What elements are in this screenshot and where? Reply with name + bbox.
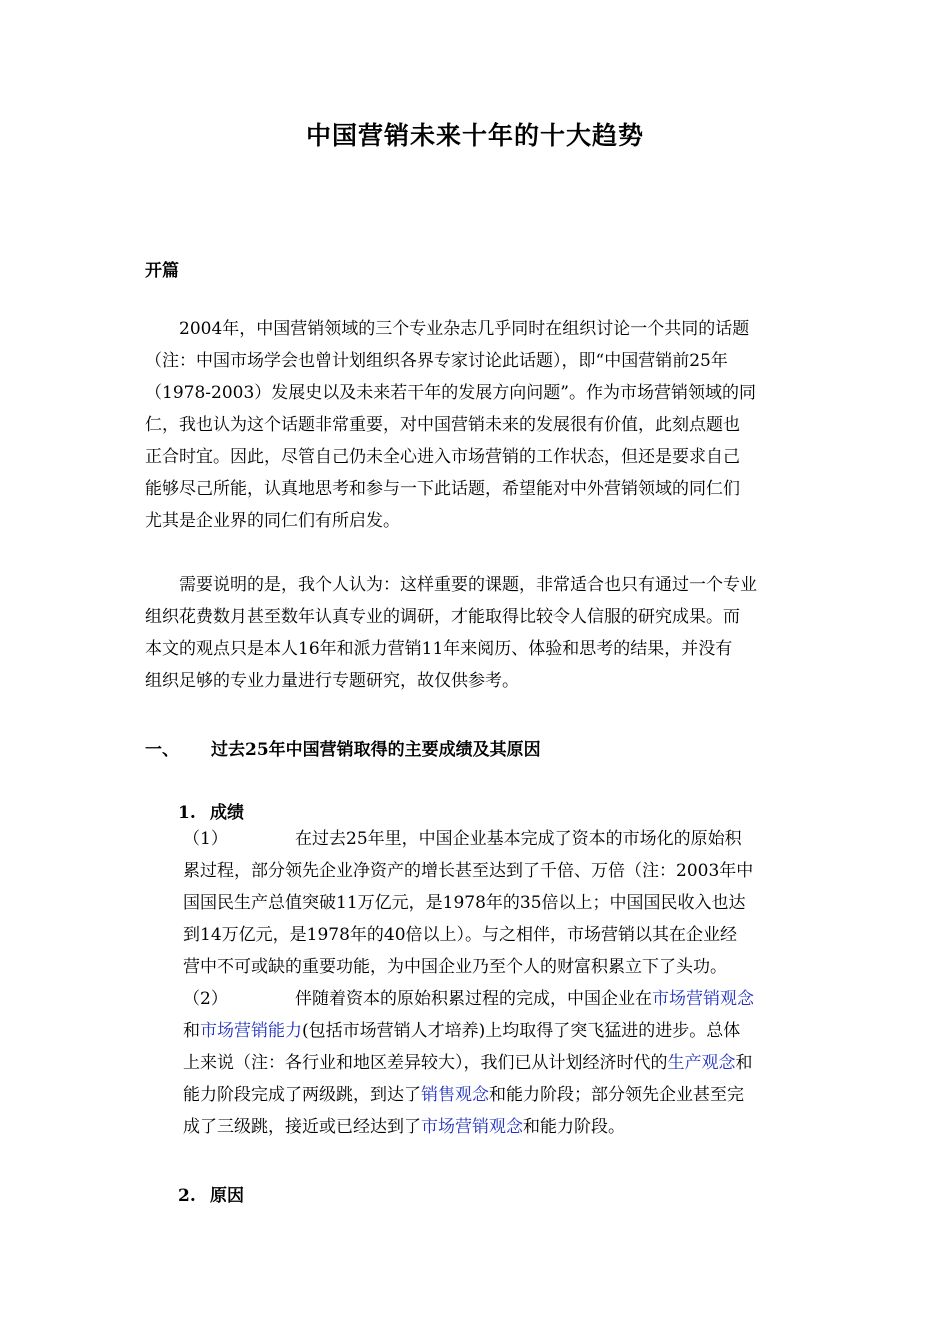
- opening-heading: 开篇: [145, 261, 179, 281]
- text-line: 国国民生产总值突破11万亿元，是1978年的35倍以上；中国国民收入也达: [183, 893, 746, 913]
- text-line: 能够尽己所能，认真地思考和参与一下此话题，希望能对中外营销领域的同仁们: [145, 479, 740, 499]
- text-segment: 和能力阶段。: [523, 1117, 625, 1137]
- opening-paragraph-1: [145, 313, 807, 537]
- item-marker: （2）: [183, 989, 228, 1009]
- subsection-reasons-heading: [178, 1181, 244, 1206]
- link-marketing-concept-2[interactable]: 市场营销观念: [421, 1117, 523, 1137]
- document-title: 中国营销未来十年的十大趋势: [305, 121, 644, 150]
- subsection-number: 2.: [178, 1186, 196, 1206]
- subsection-achievements-heading: [178, 798, 244, 823]
- text-segment: 伴随着资本的原始积累过程的完成，中国企业在: [295, 989, 652, 1009]
- link-production-concept[interactable]: 生产观念: [667, 1053, 736, 1073]
- subsection-title: 成绩: [210, 803, 244, 823]
- text-line: 组织足够的专业力量进行专题研究，故仅供参考。: [145, 671, 519, 691]
- text-line: 在过去25年里，中国企业基本完成了资本的市场化的原始积: [295, 829, 742, 849]
- section-title: 过去25年中国营销取得的主要成绩及其原因: [211, 740, 541, 760]
- text-segment: 成了三级跳，接近或已经达到了: [183, 1117, 421, 1137]
- text-line: （注：中国市场学会也曾计划组织各界专家讨论此话题），即“中国营销前25年: [145, 351, 728, 371]
- achievement-item-2: [183, 983, 807, 1143]
- text-line: 营中不可或缺的重要功能，为中国企业乃至个人的财富积累立下了头功。: [183, 957, 727, 977]
- text-line: 2004年，中国营销领域的三个专业杂志几乎同时在组织讨论一个共同的话题: [179, 319, 750, 339]
- item-marker: （1）: [183, 829, 228, 849]
- achievement-item-1: [183, 823, 807, 983]
- link-marketing-capability[interactable]: 市场营销能力: [200, 1021, 302, 1041]
- section-number: 一、: [145, 740, 179, 760]
- text-line: 到14万亿元，是1978年的40倍以上）。与之相伴，市场营销以其在企业经: [183, 925, 738, 945]
- text-line: 累过程，部分领先企业净资产的增长甚至达到了千倍、万倍（注：2003年中: [183, 861, 754, 881]
- text-line: （1978-2003）发展史以及未来若干年的发展方向问题”。作为市场营销领域的同: [145, 383, 756, 403]
- text-segment: 上来说（注：各行业和地区差异较大），我们已从计划经济时代的: [183, 1053, 668, 1073]
- text-line: 需要说明的是，我个人认为：这样重要的课题，非常适合也只有通过一个专业: [179, 575, 757, 595]
- text-line: 仁，我也认为这个话题非常重要，对中国营销未来的发展很有价值，此刻点题也: [145, 415, 740, 435]
- subsection-title: 原因: [210, 1186, 244, 1206]
- text-line: 尤其是企业界的同仁们有所启发。: [145, 511, 400, 531]
- link-marketing-concept[interactable]: 市场营销观念: [652, 989, 754, 1009]
- text-segment: 和: [183, 1021, 200, 1041]
- text-segment: 能力阶段完成了两级跳，到达了: [183, 1085, 421, 1105]
- section-1-heading: [145, 735, 541, 760]
- link-sales-concept[interactable]: 销售观念: [421, 1085, 489, 1105]
- subsection-number: 1.: [178, 803, 196, 823]
- text-segment: 和能力阶段；部分领先企业甚至完: [489, 1085, 744, 1105]
- text-segment: (包括市场营销人才培养)上均取得了突飞猛进的进步。总体: [302, 1021, 741, 1041]
- text-line: 本文的观点只是本人16年和派力营销11年来阅历、体验和思考的结果，并没有: [145, 639, 733, 659]
- text-line: 组织花费数月甚至数年认真专业的调研，才能取得比较令人信服的研究成果。而: [145, 607, 740, 627]
- opening-paragraph-2: [145, 569, 807, 697]
- text-segment: 和: [735, 1053, 753, 1073]
- text-line: 正合时宜。因此，尽管自己仍未全心进入市场营销的工作状态，但还是要求自己: [145, 447, 740, 467]
